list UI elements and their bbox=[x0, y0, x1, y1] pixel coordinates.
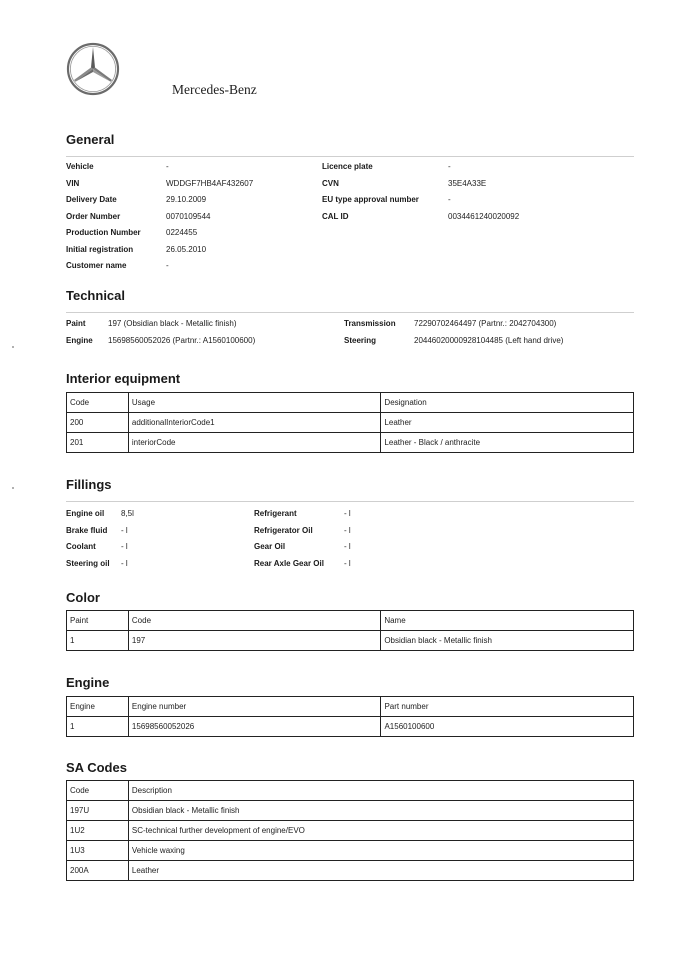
field-value: 8,5l bbox=[121, 509, 134, 518]
column-header: Engine bbox=[67, 697, 129, 717]
field-value: 197 (Obsidian black - Metallic finish) bbox=[108, 319, 237, 328]
fillings-left-fields bbox=[66, 506, 134, 572]
field-label: Rear Axle Gear Oil bbox=[254, 558, 324, 568]
table-row bbox=[67, 717, 634, 737]
table-row bbox=[67, 821, 634, 841]
field-row bbox=[66, 209, 253, 226]
table-row bbox=[67, 433, 634, 453]
column-header: Code bbox=[67, 393, 129, 413]
field-value: 0070109544 bbox=[166, 211, 211, 221]
divider bbox=[66, 312, 634, 313]
mercedes-star-logo-icon bbox=[66, 42, 120, 96]
field-label: Refrigerator Oil bbox=[254, 525, 313, 535]
field-label: Transmission bbox=[344, 319, 396, 328]
field-label: CAL ID bbox=[322, 211, 349, 221]
field-value: - l bbox=[344, 525, 351, 535]
divider bbox=[66, 501, 634, 502]
column-header: Name bbox=[381, 611, 634, 631]
table-header-row bbox=[67, 611, 634, 631]
column-header: Description bbox=[128, 781, 633, 801]
field-row bbox=[322, 209, 519, 226]
field-value: - l bbox=[121, 542, 128, 551]
field-value: 15698560052026 (Partnr.: A1560100600) bbox=[108, 335, 256, 345]
divider bbox=[66, 156, 634, 157]
field-row bbox=[66, 523, 134, 540]
field-value: - l bbox=[344, 509, 351, 518]
field-label: Gear Oil bbox=[254, 542, 286, 551]
column-header: Engine number bbox=[128, 697, 381, 717]
table-cell: Obsidian black - Metallic finish bbox=[381, 631, 634, 651]
table-cell: 200A bbox=[67, 861, 129, 881]
table-cell: interiorCode bbox=[128, 433, 381, 453]
field-row bbox=[66, 242, 253, 259]
field-value: 20446020000928104485 (Left hand drive) bbox=[414, 335, 564, 345]
field-label: Paint bbox=[66, 319, 86, 328]
table-row bbox=[67, 631, 634, 651]
field-label: Engine oil bbox=[66, 509, 105, 518]
table-header-row bbox=[67, 393, 634, 413]
table-cell: 197U bbox=[67, 801, 129, 821]
table-cell: Vehicle waxing bbox=[128, 841, 633, 861]
field-label: Steering oil bbox=[66, 558, 110, 568]
field-row bbox=[322, 192, 519, 209]
field-row bbox=[66, 192, 253, 209]
table-cell: additionalInteriorCode1 bbox=[128, 413, 381, 433]
field-value: 35E4A33E bbox=[448, 178, 487, 188]
field-row bbox=[66, 159, 253, 176]
field-row bbox=[66, 506, 134, 523]
section-title-color: Color bbox=[66, 590, 100, 605]
table-cell: 1U2 bbox=[67, 821, 129, 841]
field-label: Licence plate bbox=[322, 162, 373, 171]
margin-mark bbox=[12, 346, 14, 348]
field-label: Steering bbox=[344, 335, 377, 345]
field-value: - bbox=[448, 162, 451, 171]
field-row bbox=[344, 316, 563, 333]
field-label: Vehicle bbox=[66, 162, 94, 171]
field-row bbox=[254, 506, 351, 523]
section-title-general: General bbox=[66, 132, 115, 147]
sa-codes-table bbox=[66, 780, 634, 881]
field-label: Customer name bbox=[66, 261, 127, 270]
table-cell: 1 bbox=[67, 717, 129, 737]
section-title-fillings: Fillings bbox=[66, 477, 112, 492]
table-cell: A1560100600 bbox=[381, 717, 634, 737]
field-label: Brake fluid bbox=[66, 525, 108, 535]
field-value: 26.05.2010 bbox=[166, 244, 207, 254]
margin-mark bbox=[12, 487, 14, 489]
field-label: CVN bbox=[322, 178, 339, 188]
technical-right-fields bbox=[344, 316, 563, 349]
field-value: - l bbox=[344, 542, 351, 551]
field-row bbox=[66, 333, 255, 350]
table-cell: Obsidian black - Metallic finish bbox=[128, 801, 633, 821]
table-cell: Leather bbox=[128, 861, 633, 881]
field-label: Refrigerant bbox=[254, 509, 297, 518]
table-cell: 197 bbox=[128, 631, 380, 651]
field-value: - bbox=[166, 261, 169, 270]
section-title-interior: Interior equipment bbox=[66, 371, 181, 386]
table-header-row bbox=[67, 781, 634, 801]
field-row bbox=[322, 159, 519, 176]
table-cell: 1U3 bbox=[67, 841, 129, 861]
color-table bbox=[66, 610, 634, 651]
section-title-technical: Technical bbox=[66, 288, 126, 303]
field-row bbox=[254, 556, 351, 573]
column-header: Code bbox=[67, 781, 129, 801]
interior-equipment-table bbox=[66, 392, 634, 453]
field-value: - bbox=[448, 195, 451, 204]
section-title-sa-codes: SA Codes bbox=[66, 760, 127, 775]
column-header: Designation bbox=[381, 393, 634, 413]
field-label: VIN bbox=[66, 178, 80, 188]
field-row bbox=[322, 176, 519, 193]
field-row bbox=[254, 539, 351, 556]
field-value: 0034461240020092 bbox=[448, 211, 520, 221]
field-row bbox=[66, 258, 253, 275]
column-header: Code bbox=[128, 611, 380, 631]
field-label: Engine bbox=[66, 335, 93, 345]
field-label: Coolant bbox=[66, 542, 96, 551]
table-cell: Leather - Black / anthracite bbox=[381, 433, 634, 453]
table-row bbox=[67, 861, 634, 881]
field-value: - l bbox=[344, 558, 351, 568]
table-cell: 200 bbox=[67, 413, 129, 433]
field-value: - l bbox=[121, 525, 128, 535]
table-header-row bbox=[67, 697, 634, 717]
field-label: Order Number bbox=[66, 211, 121, 221]
table-cell: 1 bbox=[67, 631, 129, 651]
column-header: Part number bbox=[381, 697, 634, 717]
table-row bbox=[67, 413, 634, 433]
section-title-engine: Engine bbox=[66, 675, 110, 690]
field-row bbox=[66, 539, 134, 556]
table-row bbox=[67, 841, 634, 861]
field-row bbox=[344, 333, 563, 350]
field-value: 0224455 bbox=[166, 228, 198, 237]
field-value: - bbox=[166, 162, 169, 171]
column-header: Paint bbox=[67, 611, 129, 631]
field-value: - l bbox=[121, 558, 128, 568]
table-cell: Leather bbox=[381, 413, 634, 433]
engine-table bbox=[66, 696, 634, 737]
field-value: 29.10.2009 bbox=[166, 195, 207, 204]
field-row bbox=[254, 523, 351, 540]
field-label: Initial registration bbox=[66, 244, 134, 254]
general-left-fields bbox=[66, 159, 253, 275]
fillings-right-fields bbox=[254, 506, 351, 572]
table-cell: 15698560052026 bbox=[128, 717, 381, 737]
field-label: EU type approval number bbox=[322, 195, 419, 204]
brand-name: Mercedes-Benz bbox=[172, 82, 257, 97]
field-label: Production Number bbox=[66, 228, 141, 237]
field-label: Delivery Date bbox=[66, 195, 117, 204]
table-row bbox=[67, 801, 634, 821]
field-row bbox=[66, 556, 134, 573]
field-row bbox=[66, 225, 253, 242]
table-cell: 201 bbox=[67, 433, 129, 453]
field-value: WDDGF7HB4AF432607 bbox=[166, 178, 254, 188]
field-row bbox=[66, 176, 253, 193]
field-row bbox=[66, 316, 255, 333]
general-right-fields bbox=[322, 159, 519, 225]
table-cell: SC-technical further development of engine/EVO bbox=[128, 821, 633, 841]
column-header: Usage bbox=[128, 393, 381, 413]
field-value: 72290702464497 (Partnr.: 2042704300) bbox=[414, 319, 557, 328]
technical-left-fields bbox=[66, 316, 255, 349]
